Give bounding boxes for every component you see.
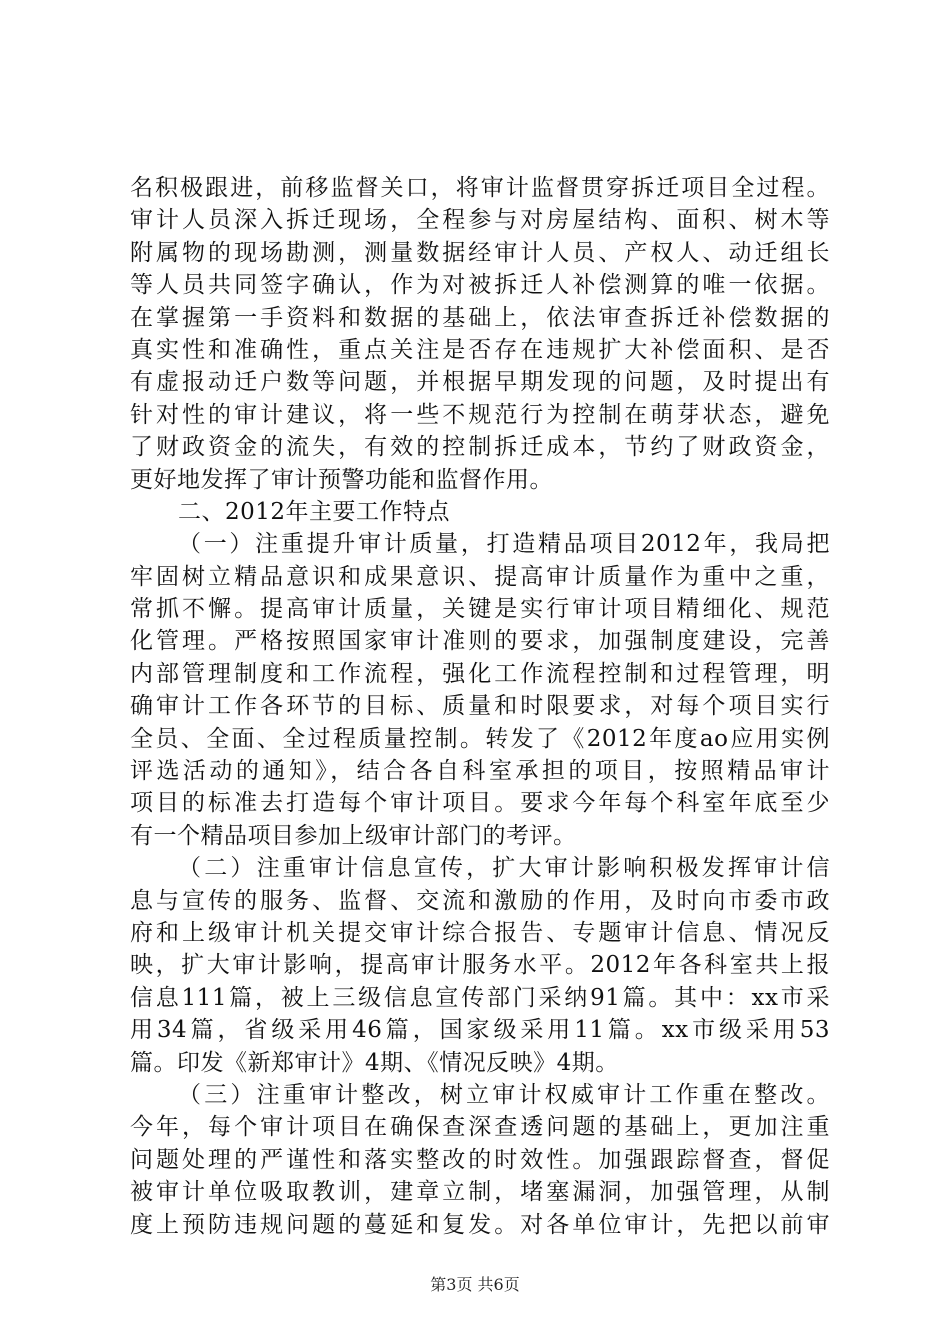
text-line: 有虚报动迁户数等问题，并根据早期发现的问题，及时提出有 <box>130 369 830 396</box>
text-line: 确审计工作各环节的目标、质量和时限要求，对每个项目实行 <box>130 693 830 720</box>
text-line: 常抓不懈。提高审计质量，关键是实行审计项目精细化、规范 <box>130 596 830 623</box>
text-line: 等人员共同签字确认，作为对被拆迁人补偿测算的唯一依据。 <box>130 272 830 299</box>
text-line: （二）注重审计信息宣传，扩大审计影响积极发挥审计信 <box>178 855 830 882</box>
text-line: 息与宣传的服务、监督、交流和激励的作用，及时向市委市政 <box>130 887 830 914</box>
text-line: 审计人员深入拆迁现场，全程参与对房屋结构、面积、树木等 <box>130 207 830 234</box>
text-line: 名积极跟进，前移监督关口，将审计监督贯穿拆迁项目全过程。 <box>130 175 830 201</box>
text-line: 了财政资金的流失，有效的控制拆迁成本，节约了财政资金， <box>130 434 830 461</box>
text-line: 项目的标准去打造每个审计项目。要求今年每个科室年底至少 <box>130 790 830 817</box>
text-line: 度上预防违规问题的蔓延和复发。对各单位审计，先把以前审 <box>130 1211 830 1238</box>
document-body <box>130 172 830 1241</box>
text-line: 二、2012年主要工作特点 <box>178 498 451 525</box>
text-line: 全员、全面、全过程质量控制。转发了《2012年度ao应用实例 <box>130 725 830 752</box>
text-line: （三）注重审计整改，树立审计权威审计工作重在整改。 <box>178 1081 830 1108</box>
text-line: 化管理。严格按照国家审计准则的要求，加强制度建设，完善 <box>130 628 830 655</box>
text-line: 在掌握第一手资料和数据的基础上，依法审查拆迁补偿数据的 <box>130 304 830 331</box>
text-line: 今年，每个审计项目在确保查深查透问题的基础上，更加注重 <box>130 1114 830 1141</box>
text-line: 信息111篇，被上三级信息宣传部门采纳91篇。其中：xx市采 <box>130 984 830 1011</box>
text-line: 针对性的审计建议，将一些不规范行为控制在萌芽状态，避免 <box>130 401 830 428</box>
text-line: 牢固树立精品意识和成果意识、提高审计质量作为重中之重， <box>130 563 830 590</box>
text-line: （一）注重提升审计质量，打造精品项目2012年，我局把 <box>178 531 830 558</box>
text-line: 映，扩大审计影响，提高审计服务水平。2012年各科室共上报 <box>130 952 830 979</box>
text-line: 真实性和准确性，重点关注是否存在违规扩大补偿面积、是否 <box>130 336 830 363</box>
text-line: 更好地发挥了审计预警功能和监督作用。 <box>130 466 553 493</box>
text-line: 被审计单位吸取教训，建章立制，堵塞漏洞，加强管理，从制 <box>130 1179 830 1206</box>
text-line: 问题处理的严谨性和落实整改的时效性。加强跟踪督查，督促 <box>130 1146 830 1173</box>
text-line: 篇。印发《新郑审计》4期、《情况反映》4期。 <box>130 1049 619 1076</box>
text-line: 评选活动的通知》，结合各自科室承担的项目，按照精品审计 <box>130 758 830 785</box>
text-line: 用34篇，省级采用46篇，国家级采用11篇。xx市级采用53 <box>130 1017 830 1044</box>
page-footer: 第3页 共6页 <box>430 1275 520 1294</box>
text-line: 内部管理制度和工作流程，强化工作流程控制和过程管理，明 <box>130 660 830 687</box>
text-line: 府和上级审计机关提交审计综合报告、专题审计信息、情况反 <box>130 919 830 946</box>
text-line: 附属物的现场勘测，测量数据经审计人员、产权人、动迁组长 <box>130 239 830 266</box>
text-line: 有一个精品项目参加上级审计部门的考评。 <box>130 822 577 849</box>
